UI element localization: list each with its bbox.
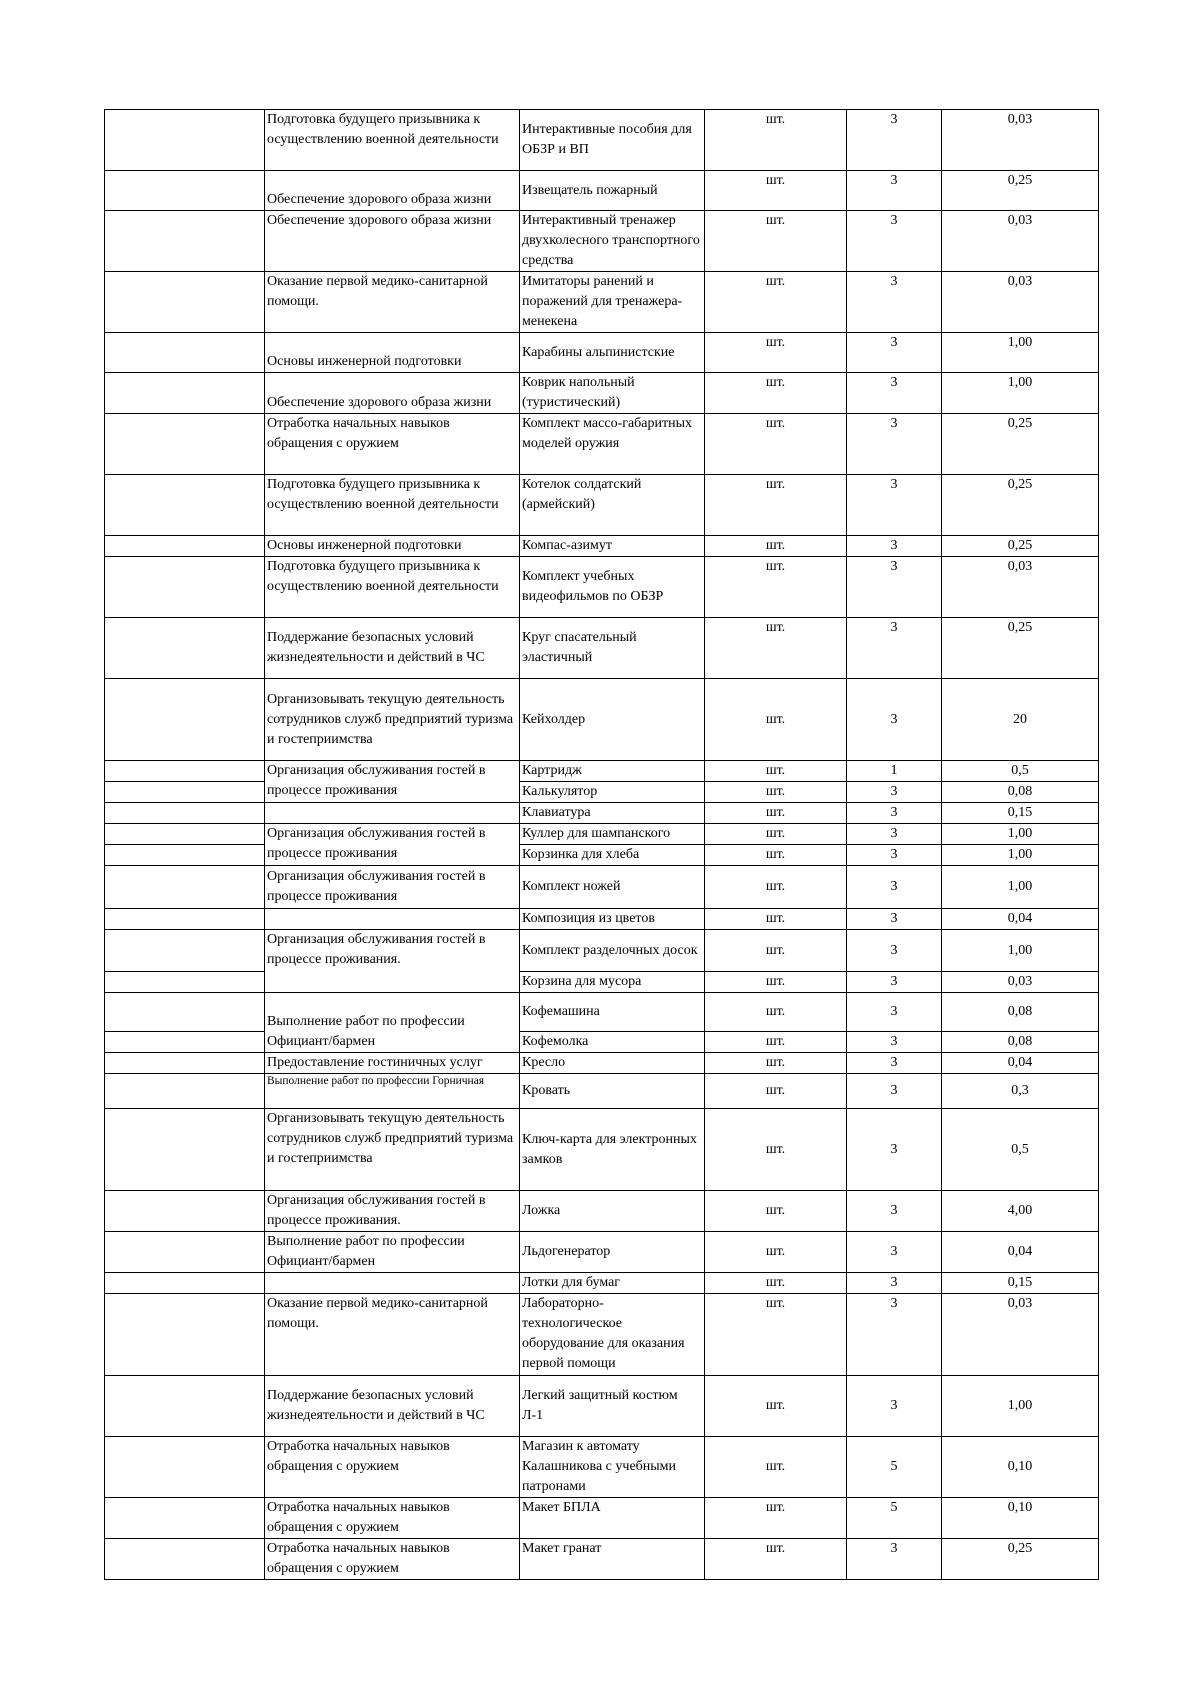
table-row [105,1191,1099,1232]
value-cell: 0,25 [942,618,1099,679]
item-cell: Картридж [520,761,705,782]
blank-cell [105,333,265,373]
table-row [105,845,1099,866]
table-row [105,972,1099,993]
value-cell: 0,04 [942,1232,1099,1273]
value-cell: 1,00 [942,930,1099,972]
table-row [105,1294,1099,1376]
unit-cell: шт. [705,761,847,782]
qty-cell: 3 [847,824,942,845]
table-row [105,618,1099,679]
item-cell: Льдогенератор [520,1232,705,1273]
value-cell: 4,00 [942,1191,1099,1232]
unit-cell: шт. [705,909,847,930]
blank-cell [105,1053,265,1074]
value-cell: 1,00 [942,333,1099,373]
unit-cell: шт. [705,211,847,272]
section-cell: Организация обслуживания гостей в процессе проживания [265,866,520,909]
section-cell: Организовывать текущую деятельность сотрудников служб предприятий туризма и гостеприимства [265,1109,520,1191]
unit-cell: шт. [705,1294,847,1376]
qty-cell: 5 [847,1437,942,1498]
section-cell: Отработка начальных навыков обращения с оружием [265,1498,520,1539]
item-cell: Круг спасательный эластичный [520,618,705,679]
table-row [105,1376,1099,1437]
blank-cell [105,171,265,211]
table-row [105,993,1099,1032]
blank-cell [105,1539,265,1580]
qty-cell: 3 [847,272,942,333]
blank-cell [105,1437,265,1498]
section-cell: Организация обслуживания гостей в процессе проживания [265,824,520,866]
qty-cell: 3 [847,909,942,930]
section-cell: Выполнение работ по профессии Официант/бармен [265,993,520,1053]
value-cell: 0,15 [942,1273,1099,1294]
section-cell: Обеспечение здорового образа жизни [265,171,520,211]
item-cell: Куллер для шампанского [520,824,705,845]
value-cell: 0,25 [942,536,1099,557]
section-cell: Организовывать текущую деятельность сотрудников служб предприятий туризма и гостеприимства [265,679,520,761]
item-cell: Макет БПЛА [520,1498,705,1539]
item-cell: Имитаторы ранений и поражений для тренажера-менекена [520,272,705,333]
value-cell: 0,03 [942,211,1099,272]
unit-cell: шт. [705,824,847,845]
section-cell: Организация обслуживания гостей в процессе проживания [265,761,520,803]
blank-cell [105,1498,265,1539]
table-row [105,1232,1099,1273]
unit-cell: шт. [705,845,847,866]
unit-cell: шт. [705,1437,847,1498]
item-cell: Корзина для мусора [520,972,705,993]
table-row [105,1053,1099,1074]
qty-cell: 3 [847,171,942,211]
unit-cell: шт. [705,1376,847,1437]
unit-cell: шт. [705,1232,847,1273]
blank-cell [105,679,265,761]
qty-cell: 3 [847,993,942,1032]
table-row [105,1074,1099,1109]
blank-cell [105,557,265,618]
unit-cell: шт. [705,475,847,536]
value-cell: 0,08 [942,993,1099,1032]
value-cell: 0,04 [942,909,1099,930]
blank-cell [105,373,265,414]
section-cell: Отработка начальных навыков обращения с оружием [265,1437,520,1498]
blank-cell [105,761,265,782]
qty-cell: 3 [847,1273,942,1294]
blank-cell [105,845,265,866]
unit-cell: шт. [705,782,847,803]
value-cell: 0,03 [942,1294,1099,1376]
qty-cell: 3 [847,475,942,536]
table-row [105,475,1099,536]
table-row [105,1539,1099,1580]
inventory-table [104,109,1099,1580]
item-cell: Кейхолдер [520,679,705,761]
item-cell: Макет гранат [520,1539,705,1580]
table-row [105,866,1099,909]
qty-cell: 3 [847,536,942,557]
blank-cell [105,110,265,171]
value-cell: 0,3 [942,1074,1099,1109]
item-cell: Интерактивные пособия для ОБЗР и ВП [520,110,705,171]
table-row [105,414,1099,475]
value-cell: 0,08 [942,782,1099,803]
table-row [105,824,1099,845]
section-cell: Поддержание безопасных условий жизнедеятельности и действий в ЧС [265,1376,520,1437]
section-cell: Основы инженерной подготовки [265,536,520,557]
section-cell: Обеспечение здорового образа жизни [265,373,520,414]
table-row [105,909,1099,930]
unit-cell: шт. [705,557,847,618]
section-cell: Отработка начальных навыков обращения с оружием [265,1539,520,1580]
unit-cell: шт. [705,972,847,993]
value-cell: 0,5 [942,1109,1099,1191]
qty-cell: 3 [847,782,942,803]
qty-cell: 3 [847,110,942,171]
value-cell: 0,25 [942,1539,1099,1580]
unit-cell: шт. [705,1053,847,1074]
section-cell: Выполнение работ по профессии Горничная [265,1074,520,1109]
qty-cell: 3 [847,1376,942,1437]
value-cell: 0,08 [942,1032,1099,1053]
qty-cell: 3 [847,1053,942,1074]
item-cell: Кофемолка [520,1032,705,1053]
blank-cell [105,475,265,536]
section-cell: Оказание первой медико-санитарной помощи. [265,1294,520,1376]
qty-cell: 3 [847,618,942,679]
unit-cell: шт. [705,1074,847,1109]
section-cell: Организация обслуживания гостей в процессе проживания. [265,930,520,993]
table-row [105,171,1099,211]
blank-cell [105,1376,265,1437]
value-cell: 0,03 [942,110,1099,171]
qty-cell: 3 [847,333,942,373]
value-cell: 0,5 [942,761,1099,782]
item-cell: Извещатель пожарный [520,171,705,211]
unit-cell: шт. [705,1539,847,1580]
blank-cell [105,1109,265,1191]
unit-cell: шт. [705,333,847,373]
table-row [105,557,1099,618]
unit-cell: шт. [705,1498,847,1539]
blank-cell [105,909,265,930]
section-cell: Подготовка будущего призывника к осуществлению военной деятельности [265,557,520,618]
qty-cell: 5 [847,1498,942,1539]
table-row [105,373,1099,414]
section-cell: Отработка начальных навыков обращения с оружием [265,414,520,475]
value-cell: 0,15 [942,803,1099,824]
item-cell: Лабораторно-технологическое оборудование для оказания первой помощи [520,1294,705,1376]
qty-cell: 3 [847,1109,942,1191]
item-cell: Комплект разделочных досок [520,930,705,972]
section-cell: Выполнение работ по профессии Официант/бармен [265,1232,520,1273]
table-row [105,1032,1099,1053]
item-cell: Магазин к автомату Калашникова с учебными патронами [520,1437,705,1498]
value-cell: 0,25 [942,171,1099,211]
blank-cell [105,211,265,272]
value-cell: 0,25 [942,475,1099,536]
unit-cell: шт. [705,414,847,475]
unit-cell: шт. [705,930,847,972]
table-row [105,782,1099,803]
qty-cell: 3 [847,1539,942,1580]
qty-cell: 3 [847,414,942,475]
item-cell: Интерактивный тренажер двухколесного транспортного средства [520,211,705,272]
unit-cell: шт. [705,171,847,211]
qty-cell: 3 [847,211,942,272]
item-cell: Котелок солдатский (армейский) [520,475,705,536]
section-cell: Предоставление гостиничных услуг [265,1053,520,1074]
unit-cell: шт. [705,536,847,557]
section-cell [265,909,520,930]
section-cell: Основы инженерной подготовки [265,333,520,373]
qty-cell: 3 [847,1232,942,1273]
table-row [105,110,1099,171]
value-cell: 20 [942,679,1099,761]
blank-cell [105,1232,265,1273]
item-cell: Комплект массо-габаритных моделей оружия [520,414,705,475]
table-row [105,761,1099,782]
qty-cell: 3 [847,803,942,824]
table-row [105,1498,1099,1539]
item-cell: Композиция из цветов [520,909,705,930]
qty-cell: 3 [847,972,942,993]
blank-cell [105,866,265,909]
table-row [105,1109,1099,1191]
unit-cell: шт. [705,1191,847,1232]
qty-cell: 3 [847,1032,942,1053]
item-cell: Комплект ножей [520,866,705,909]
item-cell: Ключ-карта для электронных замков [520,1109,705,1191]
blank-cell [105,536,265,557]
qty-cell: 3 [847,930,942,972]
item-cell: Корзинка для хлеба [520,845,705,866]
blank-cell [105,824,265,845]
qty-cell: 3 [847,679,942,761]
section-cell: Подготовка будущего призывника к осуществлению военной деятельности [265,475,520,536]
table-row [105,1437,1099,1498]
section-cell: Обеспечение здорового образа жизни [265,211,520,272]
value-cell: 1,00 [942,373,1099,414]
section-cell: Поддержание безопасных условий жизнедеятельности и действий в ЧС [265,618,520,679]
table-row [105,211,1099,272]
qty-cell: 1 [847,761,942,782]
item-cell: Калькулятор [520,782,705,803]
blank-cell [105,972,265,993]
value-cell: 1,00 [942,845,1099,866]
table-row [105,272,1099,333]
item-cell: Ложка [520,1191,705,1232]
qty-cell: 3 [847,1294,942,1376]
qty-cell: 3 [847,1191,942,1232]
qty-cell: 3 [847,557,942,618]
unit-cell: шт. [705,679,847,761]
table-row [105,930,1099,972]
section-cell [265,1273,520,1294]
unit-cell: шт. [705,803,847,824]
table-row [105,333,1099,373]
item-cell: Коврик напольный (туристический) [520,373,705,414]
value-cell: 1,00 [942,824,1099,845]
value-cell: 0,04 [942,1053,1099,1074]
blank-cell [105,803,265,824]
blank-cell [105,1032,265,1053]
blank-cell [105,930,265,972]
table-row [105,679,1099,761]
qty-cell: 3 [847,1074,942,1109]
blank-cell [105,272,265,333]
unit-cell: шт. [705,1032,847,1053]
unit-cell: шт. [705,373,847,414]
blank-cell [105,782,265,803]
unit-cell: шт. [705,1109,847,1191]
section-cell: Организация обслуживания гостей в процессе проживания. [265,1191,520,1232]
blank-cell [105,1074,265,1109]
item-cell: Комплект учебных видеофильмов по ОБЗР [520,557,705,618]
item-cell: Кресло [520,1053,705,1074]
unit-cell: шт. [705,618,847,679]
blank-cell [105,1273,265,1294]
qty-cell: 3 [847,373,942,414]
qty-cell: 3 [847,866,942,909]
item-cell: Кофемашина [520,993,705,1032]
unit-cell: шт. [705,272,847,333]
value-cell: 0,03 [942,272,1099,333]
unit-cell: шт. [705,110,847,171]
unit-cell: шт. [705,866,847,909]
value-cell: 1,00 [942,1376,1099,1437]
unit-cell: шт. [705,1273,847,1294]
item-cell: Кровать [520,1074,705,1109]
section-cell: Подготовка будущего призывника к осуществлению военной деятельности [265,110,520,171]
blank-cell [105,1294,265,1376]
blank-cell [105,618,265,679]
item-cell: Клавиатура [520,803,705,824]
blank-cell [105,414,265,475]
qty-cell: 3 [847,845,942,866]
item-cell: Лотки для бумаг [520,1273,705,1294]
value-cell: 0,03 [942,972,1099,993]
value-cell: 0,03 [942,557,1099,618]
value-cell: 0,25 [942,414,1099,475]
item-cell: Легкий защитный костюм Л-1 [520,1376,705,1437]
section-cell: Оказание первой медико-санитарной помощи. [265,272,520,333]
value-cell: 0,10 [942,1498,1099,1539]
item-cell: Компас-азимут [520,536,705,557]
value-cell: 0,10 [942,1437,1099,1498]
item-cell: Карабины альпинистские [520,333,705,373]
blank-cell [105,993,265,1032]
value-cell: 1,00 [942,866,1099,909]
table-row [105,1273,1099,1294]
unit-cell: шт. [705,993,847,1032]
table-row [105,803,1099,824]
blank-cell [105,1191,265,1232]
table-row [105,536,1099,557]
section-cell [265,803,520,824]
